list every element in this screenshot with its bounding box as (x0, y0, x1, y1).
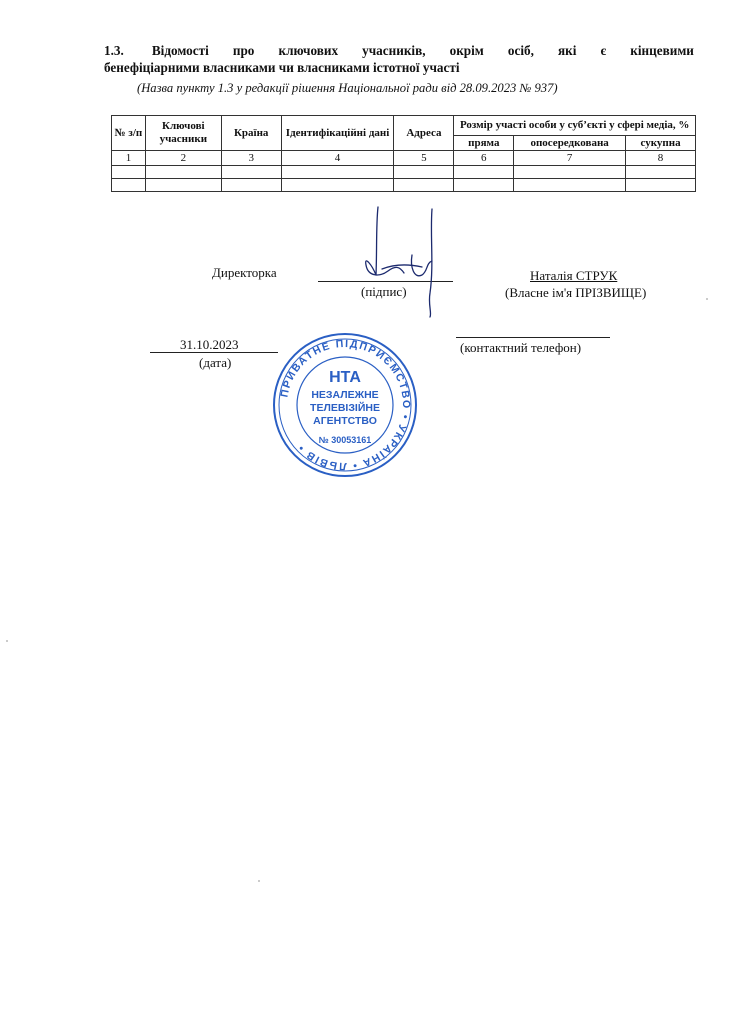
column-number: 1 (112, 151, 146, 166)
stamp-line-1: НЕЗАЛЕЖНЕ (311, 389, 379, 401)
heading-word: ключових (278, 43, 339, 58)
scan-speck (6, 640, 8, 642)
header-total: сукупна (626, 136, 696, 151)
stamp-outer-text: ПРИВАТНЕ ПІДПРИЄМСТВО • УКРАЇНА • ЛЬВІВ • (278, 337, 413, 473)
heading-word: кінцевими (630, 43, 694, 58)
heading-number: 1.3. (104, 43, 124, 58)
heading-line-2: бенефіціарними власниками чи власниками істотної участі (104, 60, 460, 75)
phone-caption: (контактний телефон) (460, 340, 582, 355)
date-value: 31.10.2023 (180, 337, 239, 352)
scan-speck (258, 880, 260, 882)
signature-caption: (підпис) (361, 284, 407, 299)
column-number: 3 (221, 151, 281, 166)
header-indirect: опосередкована (514, 136, 626, 151)
header-id-data: Ідентифікаційні дані (281, 116, 394, 151)
stamp-code: № 30053161 (318, 435, 372, 445)
table-row (112, 166, 696, 179)
heading-word: є (600, 43, 607, 58)
scan-speck (706, 298, 708, 300)
signer-name: Наталія СТРУК (530, 268, 618, 283)
header-participants: Ключові учасники (145, 116, 221, 151)
column-number: 6 (454, 151, 514, 166)
stamp-abbr: НТА (329, 369, 361, 386)
date-line (150, 352, 278, 353)
heading-line-1 (104, 42, 694, 59)
table-header-row (112, 116, 696, 136)
header-address: Адреса (394, 116, 454, 151)
table-column-number-row (112, 151, 696, 166)
heading-word: про (232, 43, 255, 58)
header-num: № з/п (112, 116, 146, 151)
section-heading (104, 42, 694, 76)
heading-word: осіб, (507, 43, 534, 58)
table-row (112, 179, 696, 192)
heading-word: учасників, (362, 43, 426, 58)
column-number: 5 (394, 151, 454, 166)
date-caption: (дата) (199, 355, 232, 370)
heading-word: Відомості (151, 43, 209, 58)
column-number: 7 (514, 151, 626, 166)
heading-word: які (558, 43, 577, 58)
column-number: 2 (145, 151, 221, 166)
position-title: Директорка (212, 265, 277, 280)
participants-table (111, 115, 696, 192)
stamp-line-3: АГЕНТСТВО (313, 415, 377, 427)
column-number: 8 (626, 151, 696, 166)
signer-name-caption: (Власне ім'я ПРІЗВИЩЕ) (505, 285, 647, 300)
heading-note: (Назва пункту 1.3 у редакції рішення Національної ради від 28.09.2023 № 937) (137, 81, 558, 95)
header-country: Країна (221, 116, 281, 151)
header-share-group: Розмір участі особи у суб’єкті у сфері медіа, % (454, 116, 696, 136)
phone-line (456, 337, 610, 338)
header-direct: пряма (454, 136, 514, 151)
signature-image (352, 205, 452, 320)
column-number: 4 (281, 151, 394, 166)
heading-word: окрім (449, 43, 484, 58)
company-stamp (270, 330, 420, 480)
stamp-line-2: ТЕЛЕВІЗІЙНЕ (310, 402, 380, 414)
